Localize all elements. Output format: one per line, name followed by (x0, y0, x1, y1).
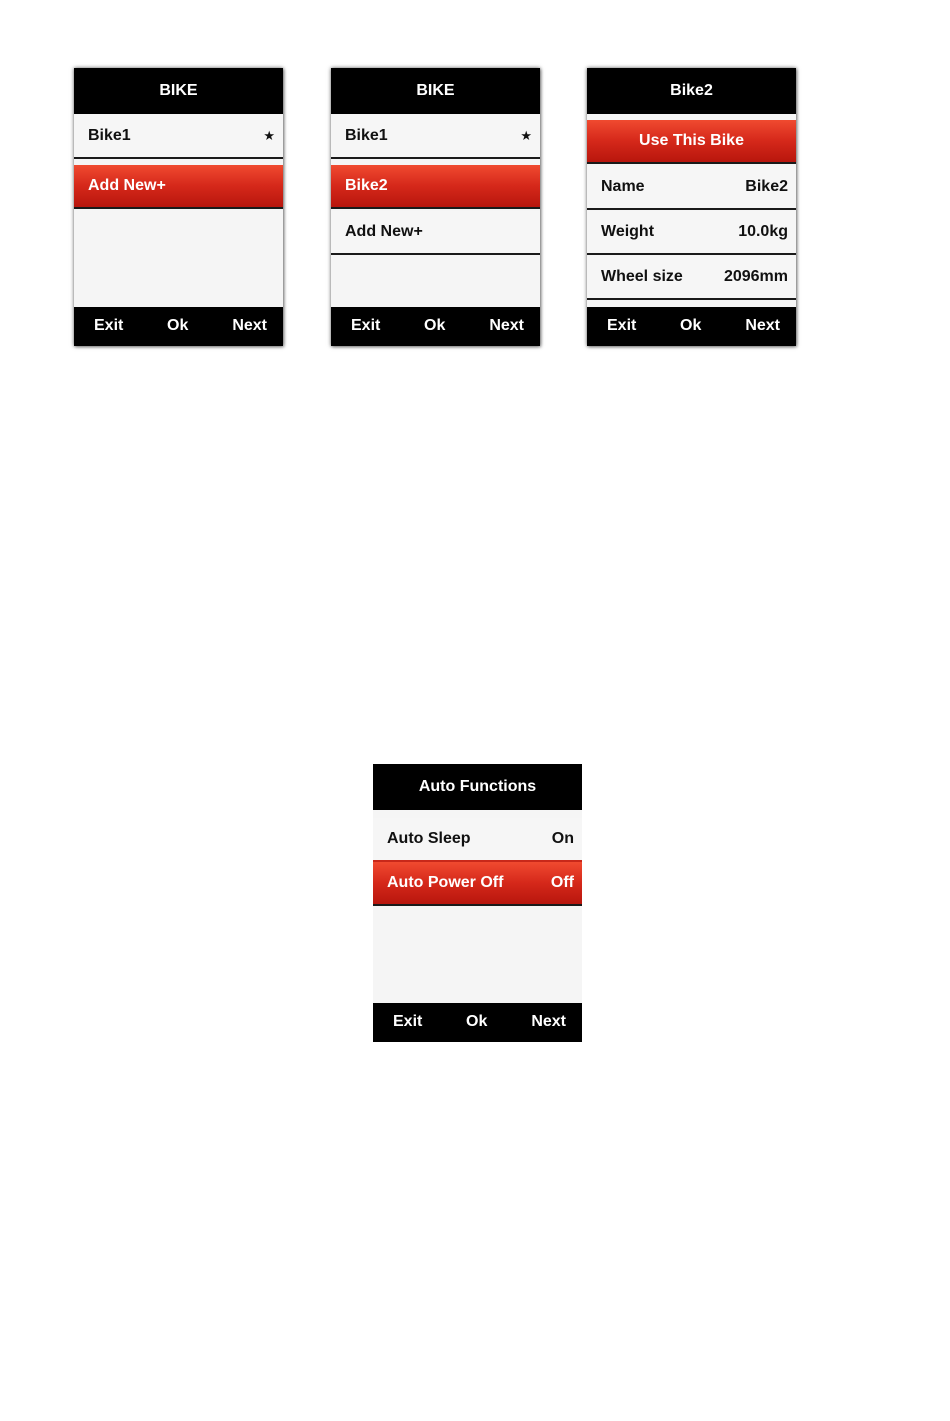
bike-list-screen-2 (331, 68, 540, 346)
list-item-add-new[interactable] (331, 211, 540, 255)
exit-button[interactable]: Exit (393, 1013, 423, 1030)
screen-title: BIKE (74, 68, 283, 114)
ok-button[interactable]: Ok (424, 317, 446, 334)
exit-button[interactable]: Exit (94, 317, 124, 334)
list-item-label: Bike2 (345, 177, 388, 194)
list-item-bike1[interactable] (331, 115, 540, 159)
softkey-bar (373, 1003, 582, 1042)
field-label: Weight (601, 223, 655, 240)
field-name[interactable] (587, 166, 796, 210)
field-label: Wheel size (601, 268, 683, 285)
setting-value: On (551, 830, 574, 847)
field-value: 10.0kg (738, 223, 788, 240)
list-item-label: Bike1 (345, 127, 388, 144)
next-button[interactable]: Next (745, 317, 780, 334)
ok-button[interactable]: Ok (466, 1013, 488, 1030)
list-item-label: Add New+ (345, 223, 423, 240)
setting-label: Auto Power Off (387, 874, 504, 891)
softkey-bar (587, 307, 796, 346)
bike-list-screen-1 (74, 68, 283, 346)
softkey-bar (74, 307, 283, 346)
list-item-bike1[interactable] (74, 115, 283, 159)
list-item-add-new[interactable] (74, 165, 283, 209)
list-item-label: Bike1 (88, 127, 131, 144)
screen-title: Bike2 (587, 68, 796, 114)
field-value: Bike2 (745, 178, 788, 195)
next-button[interactable]: Next (531, 1013, 566, 1030)
field-value: 2096mm (723, 268, 788, 285)
exit-button[interactable]: Exit (607, 317, 637, 334)
setting-auto-sleep[interactable] (373, 818, 582, 862)
next-button[interactable]: Next (232, 317, 267, 334)
bike-detail-screen (587, 68, 796, 346)
list-item-label: Add New+ (88, 177, 166, 194)
screen-title: BIKE (331, 68, 540, 114)
setting-value: Off (550, 874, 574, 891)
ok-button[interactable]: Ok (167, 317, 189, 334)
field-wheel-size[interactable] (587, 256, 796, 300)
field-weight[interactable] (587, 211, 796, 255)
active-star-icon: ★ (263, 128, 275, 143)
ok-button[interactable]: Ok (680, 317, 702, 334)
use-this-bike-button[interactable] (587, 120, 796, 164)
screen-title: Auto Functions (373, 764, 582, 810)
list-item-bike2[interactable] (331, 165, 540, 209)
active-star-icon: ★ (520, 128, 532, 143)
setting-auto-power-off[interactable] (373, 862, 582, 906)
field-label: Name (601, 178, 645, 195)
auto-functions-screen (373, 764, 582, 1042)
exit-button[interactable]: Exit (351, 317, 381, 334)
next-button[interactable]: Next (489, 317, 524, 334)
setting-label: Auto Sleep (387, 830, 471, 847)
button-label: Use This Bike (639, 132, 744, 149)
softkey-bar (331, 307, 540, 346)
